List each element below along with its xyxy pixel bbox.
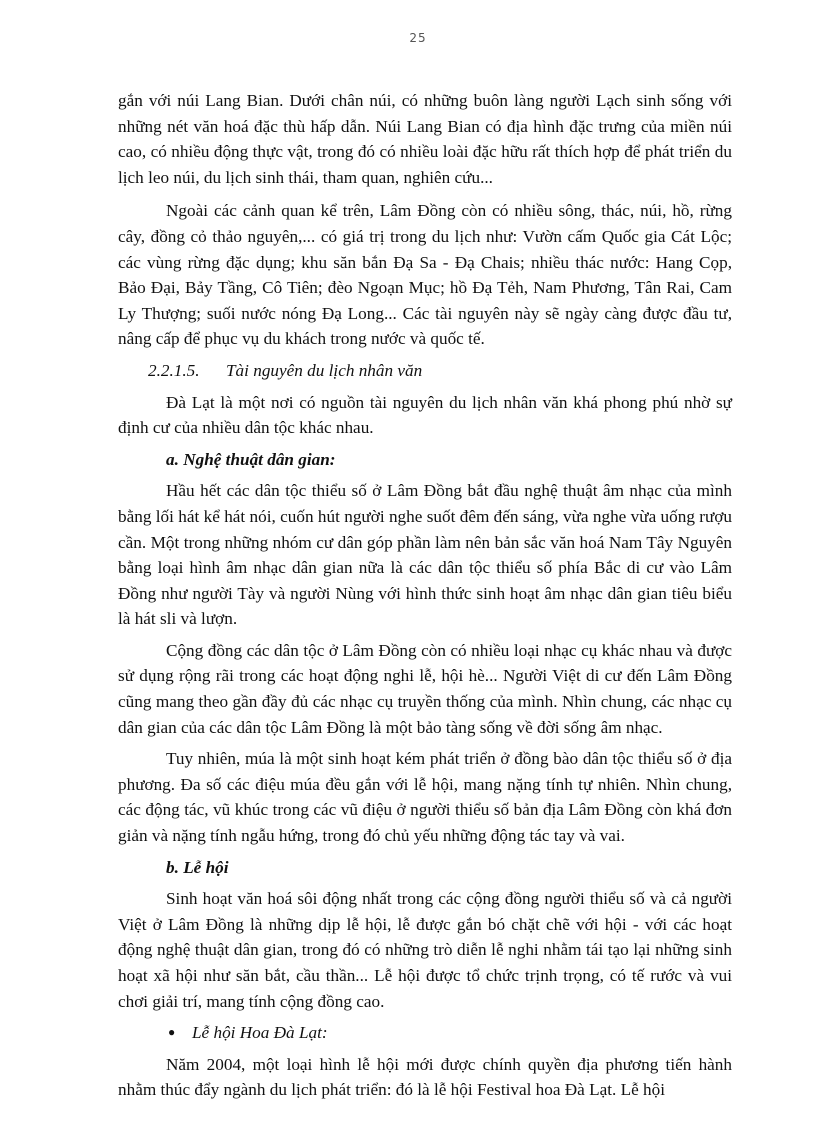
section-title: Tài nguyên du lịch nhân văn xyxy=(226,360,423,380)
bullet-text: Lễ hội Hoa Đà Lạt: xyxy=(192,1023,328,1043)
paragraph: Sinh hoạt văn hoá sôi động nhất trong các cộng đồng người thiểu số và cả người Việt ở Lâm Đồng là những dịp lễ hội, lễ được gắn bó chặt chẽ với hội - với các hoạt động nghệ thuật dân gian, trong đó có những trò diễn lễ nghi nhằm tái tạo lại những sinh hoạt xã hội như săn bắt, cầu thần... Lễ hội được tổ chức trịnh trọng, có tế rước và vui chơi giải trí, mang tính cộng đồng cao. xyxy=(118,889,732,1011)
paragraph: Cộng đồng các dân tộc ở Lâm Đồng còn có nhiều loại nhạc cụ khác nhau và được sử dụng rộng rãi trong các hoạt động nghi lễ, hội hè... Người Việt di cư đến Lâm Đồng cũng mang theo gần đầy đủ các nhạc cụ truyền thống của mình. Nhìn chung, các nhạc cụ dân gian của các dân tộc Lâm Đồng là một bảo tàng sống về đời sống âm nhạc. xyxy=(118,640,732,737)
paragraph: Đà Lạt là một nơi có nguồn tài nguyên du lịch nhân văn khá phong phú nhờ sự định cư của nhiều dân tộc khác nhau. xyxy=(118,392,732,438)
bullet-item xyxy=(118,1020,732,1046)
section-heading xyxy=(118,358,732,384)
paragraph: Ngoài các cảnh quan kể trên, Lâm Đồng còn có nhiều sông, thác, núi, hồ, rừng cây, đồng cỏ thảo nguyên,... có giá trị trong du lịch như: Vườn cấm Quốc gia Cát Lộc; các vùng rừng đặc dụng; khu săn bắn Đạ Sa - Đạ Chais; nhiều thác nước: Hang Cọp, Bảo Đại, Bảy Tầng, Cô Tiên; đèo Ngoạn Mục; hồ Đạ Tẻh, Nam Phương, Tân Rai, Cam Ly Thượng; suối nước nóng Đạ Long... Các tài nguyên này sẽ ngày càng được đầu tư, nâng cấp để phục vụ du khách trong nước và quốc tế. xyxy=(118,201,732,349)
subheading-b: b. Lễ hội xyxy=(166,857,229,877)
page-number: 25 xyxy=(409,31,427,45)
paragraph: Hầu hết các dân tộc thiểu số ở Lâm Đồng bắt đầu nghệ thuật âm nhạc của mình bằng lối hát kể hát nói, cuốn hút người nghe suốt đêm đến sáng, vừa nghe vừa uống rượu cần. Một trong những nhóm cư dân góp phần làm nên bản sắc văn hoá Nam Tây Nguyên bằng loại hình âm nhạc dân gian nữa là các dân tộc thiểu số phía Bắc di cư vào Lâm Đồng như người Tày và người Nùng với hình thức sinh hoạt âm nhạc dân gian tiêu biểu là hát sli và lượn. xyxy=(118,481,732,629)
paragraph: Năm 2004, một loại hình lễ hội mới được chính quyền địa phương tiến hành nhằm thúc đẩy ngành du lịch phát triển: đó là lễ hội Festival hoa Đà Lạt. Lễ hội xyxy=(118,1054,732,1100)
body-text xyxy=(118,88,732,1109)
bullet-icon: ● xyxy=(168,1025,176,1040)
paragraph: Tuy nhiên, múa là một sinh hoạt kém phát triển ở đồng bào dân tộc thiểu số ở địa phương. Đa số các điệu múa đều gắn với lễ hội, mang nặng tính tự nhiên. Nhìn chung, các động tác, vũ khúc trong các vũ điệu ở người thiểu số bản địa Lâm Đồng còn khá đơn giản và nặng tính ngẫu hứng, trong đó chủ yếu những động tác tay và vai. xyxy=(118,749,732,846)
paragraph: gắn với núi Lang Bian. Dưới chân núi, có những buôn làng người Lạch sinh sống với những nét văn hoá đặc thù hấp dẫn. Núi Lang Bian có địa hình đặc trưng của miền núi cao, có nhiều động thực vật, trong đó có nhiều loài đặc hữu rất thích hợp để phát triển du lịch leo núi, du lịch sinh thái, tham quan, nghiên cứu... xyxy=(118,91,732,187)
subheading-a: a. Nghệ thuật dân gian: xyxy=(166,449,336,469)
section-number: 2.2.1.5. xyxy=(148,360,200,380)
